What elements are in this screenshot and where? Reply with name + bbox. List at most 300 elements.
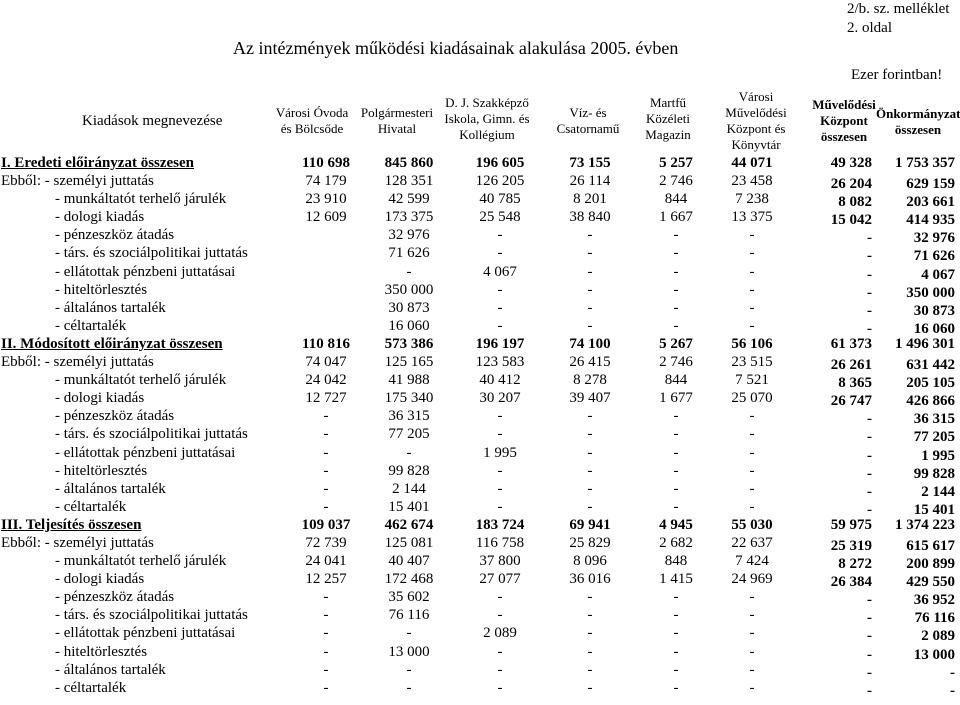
cell-col-6: 7 238 <box>735 191 769 208</box>
cell-col-2: 40 407 <box>388 553 430 570</box>
cell-col-4: - <box>587 317 593 334</box>
cell-col-2: 36 315 <box>388 408 430 425</box>
cell-col-5: - <box>673 661 679 678</box>
cell-col-8: 429 550 <box>906 574 955 591</box>
cell-col-4: - <box>587 498 593 515</box>
cell-col-2: 41 988 <box>388 372 430 389</box>
cell-col-6: - <box>749 625 755 642</box>
cell-col-1: - <box>323 589 329 606</box>
cell-col-5: - <box>673 426 679 443</box>
cell-col-8: 629 159 <box>906 176 955 193</box>
cell-col-7: - <box>867 302 872 319</box>
table-row <box>0 534 960 552</box>
cell-col-8: 30 873 <box>913 302 955 319</box>
cell-col-7: 8 082 <box>838 194 872 211</box>
table-row <box>0 226 960 247</box>
cell-col-6: 7 424 <box>735 553 769 570</box>
cell-col-1: - <box>323 426 329 443</box>
cell-col-8: 99 828 <box>913 465 955 482</box>
cell-col-8: 1 995 <box>921 447 955 464</box>
cell-col-5: 848 <box>664 553 688 570</box>
row-label: - céltartalék <box>55 679 127 696</box>
cell-col-4: - <box>587 480 593 497</box>
cell-col-2: 573 386 <box>384 335 434 352</box>
cell-col-8: 13 000 <box>913 646 955 663</box>
header-line: Martfű <box>649 95 687 110</box>
cell-col-4: - <box>587 245 593 262</box>
cell-col-2: 350 000 <box>384 281 434 298</box>
header-viz-csatornamu <box>548 105 628 137</box>
cell-col-1: - <box>323 607 329 624</box>
cell-col-1: 12 257 <box>305 571 347 588</box>
cell-col-3: - <box>497 498 503 515</box>
attachment-number: 2/b. sz. melléklet <box>847 1 950 17</box>
cell-col-2: 42 599 <box>388 191 430 208</box>
cell-col-2: - <box>406 444 412 461</box>
row-label: - pénzeszköz átadás <box>55 227 175 244</box>
cell-col-5: 2 746 <box>659 173 693 190</box>
row-label: - céltartalék <box>55 498 127 515</box>
cell-col-1: 74 047 <box>305 354 347 371</box>
cell-col-5: 1 677 <box>659 390 693 407</box>
cell-col-2: - <box>406 679 412 696</box>
row-label: - céltartalék <box>55 317 127 334</box>
row-label: I. Eredeti előirányzat összesen <box>1 155 195 171</box>
cell-col-6: - <box>749 661 755 678</box>
cell-col-5: - <box>673 408 679 425</box>
header-label: Kiadások megnevezése <box>82 113 223 129</box>
cell-col-1: 74 179 <box>305 173 347 190</box>
row-label: Ebből: - személyi juttatás <box>1 354 154 371</box>
cell-col-3: - <box>497 462 503 479</box>
table-row <box>0 570 960 591</box>
row-label: - ellátottak pénzbeni juttatásai <box>55 444 236 461</box>
cell-col-8: 205 105 <box>906 375 955 392</box>
header-martfu-magazin <box>628 95 708 143</box>
header-line: Víz- és <box>569 105 607 120</box>
cell-col-8: 76 116 <box>914 610 955 627</box>
cell-col-8: 36 952 <box>913 592 955 609</box>
cell-col-3: - <box>497 607 503 624</box>
cell-col-4: - <box>587 426 593 443</box>
cell-col-7: 15 042 <box>830 212 872 229</box>
cell-col-4: 8 096 <box>573 553 607 570</box>
cell-col-6: 55 030 <box>731 516 773 533</box>
row-label: - ellátottak pénzbeni juttatásai <box>55 625 236 642</box>
cell-col-5: - <box>673 480 679 497</box>
cell-col-5: - <box>673 462 679 479</box>
cell-col-4: - <box>587 444 593 461</box>
cell-col-7: 8 272 <box>838 556 872 573</box>
cell-col-1: - <box>323 444 329 461</box>
cell-col-5: 5 257 <box>659 155 693 171</box>
table-row <box>0 480 960 498</box>
cell-col-7: 59 975 <box>830 516 872 533</box>
header-line: összesen <box>894 122 942 137</box>
cell-col-5: 2 682 <box>659 534 693 551</box>
cell-col-3: - <box>497 661 503 678</box>
cell-col-2: 77 205 <box>388 426 430 443</box>
cell-col-4: 39 407 <box>569 390 611 407</box>
header-line: Központ <box>820 113 868 128</box>
header-line: Könyvtár <box>731 137 781 152</box>
cell-col-3: - <box>497 408 503 425</box>
cell-col-3: 196 197 <box>475 335 525 352</box>
cell-col-6: - <box>749 480 755 497</box>
row-label: II. Módosított előirányzat összesen <box>1 335 223 352</box>
table-row <box>0 462 960 480</box>
cell-col-2: 172 468 <box>384 571 434 588</box>
cell-col-7: - <box>867 320 872 337</box>
table-row <box>0 498 960 516</box>
table-row <box>0 299 960 317</box>
header-onkormanyzat-osszesen <box>876 106 960 138</box>
header-line: Kollégium <box>459 127 515 142</box>
cell-col-4: - <box>587 589 593 606</box>
cell-col-7: 26 747 <box>830 393 872 410</box>
cell-col-7: - <box>867 483 872 500</box>
cell-col-3: 37 800 <box>479 553 521 570</box>
cell-col-5: - <box>673 589 679 606</box>
header-line: Művelődési <box>725 105 787 120</box>
cell-col-3: - <box>497 679 503 696</box>
cell-col-6: - <box>749 498 755 515</box>
header-line: Központ és <box>726 121 786 136</box>
table-row <box>0 643 960 661</box>
cell-col-6: 44 071 <box>731 155 773 171</box>
cell-col-2: 71 626 <box>388 245 430 262</box>
cell-col-6: - <box>749 299 755 316</box>
cell-col-5: - <box>673 281 679 298</box>
header-line: Közéleti <box>645 111 691 126</box>
section-row <box>0 335 960 353</box>
header-line: Magazin <box>645 127 691 142</box>
cell-col-3: - <box>497 480 503 497</box>
row-label: - dologi kiadás <box>55 571 145 588</box>
cell-col-4: - <box>587 679 593 696</box>
cell-col-3: - <box>497 281 503 298</box>
cell-col-4: 26 415 <box>569 354 611 371</box>
row-label: Ebből: - személyi juttatás <box>1 534 154 551</box>
cell-col-1: - <box>323 625 329 642</box>
cell-col-7: 26 384 <box>830 574 872 591</box>
cell-col-2: - <box>406 263 412 280</box>
cell-col-2: 15 401 <box>388 498 430 515</box>
cell-col-4: 25 829 <box>569 534 611 551</box>
cell-col-1: - <box>323 480 329 497</box>
cell-col-2: 125 165 <box>384 354 434 371</box>
cell-col-6: - <box>749 245 755 262</box>
cell-col-4: - <box>587 299 593 316</box>
cell-col-3: - <box>497 589 503 606</box>
table-row <box>0 389 960 410</box>
cell-col-8: 16 060 <box>913 320 955 337</box>
cell-col-1: 23 910 <box>305 191 347 208</box>
cell-col-6: 23 458 <box>731 173 773 190</box>
cell-col-2: 13 000 <box>388 643 430 660</box>
table-row <box>0 624 960 645</box>
cell-col-6: - <box>749 607 755 624</box>
row-label: III. Teljesítés összesen <box>1 516 142 533</box>
cell-col-3: 126 205 <box>475 173 525 190</box>
cell-col-7: - <box>867 248 872 265</box>
cell-col-5: - <box>673 317 679 334</box>
cell-col-1: - <box>323 462 329 479</box>
table-row <box>0 244 960 265</box>
table-row <box>0 317 960 335</box>
row-label: - pénzeszköz átadás <box>55 589 175 606</box>
row-label: - dologi kiadás <box>55 209 145 226</box>
row-label: - munkáltatót terhelő járulék <box>55 553 227 570</box>
cell-col-7: - <box>867 682 872 699</box>
header-line: és Bölcsőde <box>280 121 344 136</box>
table-row <box>0 606 960 627</box>
cell-col-6: 24 969 <box>731 571 773 588</box>
header-szakkepzo-iskola <box>438 95 536 143</box>
cell-col-1: 24 041 <box>305 553 347 570</box>
cell-col-8: 631 442 <box>906 357 955 374</box>
table-row <box>0 679 960 697</box>
cell-col-6: 7 521 <box>735 372 769 389</box>
cell-col-7: - <box>867 592 872 609</box>
document-title: Az intézmények működési kiadásainak alakulása 2005. évben <box>233 38 679 58</box>
cell-col-5: 5 267 <box>659 335 693 352</box>
row-label: - dologi kiadás <box>55 390 145 407</box>
cell-col-6: - <box>749 589 755 606</box>
row-label: - pénzeszköz átadás <box>55 408 175 425</box>
cell-col-3: - <box>497 299 503 316</box>
cell-col-2: 125 081 <box>384 534 434 551</box>
cell-col-8: 1 374 223 <box>895 516 955 533</box>
table-row <box>0 353 960 374</box>
row-label: - általános tartalék <box>55 480 166 497</box>
cell-col-1: 24 042 <box>305 372 347 389</box>
cell-col-7: - <box>867 411 872 428</box>
cell-col-7: - <box>867 628 872 645</box>
cell-col-3: - <box>497 227 503 244</box>
cell-col-1: 12 727 <box>305 390 347 407</box>
cell-col-7: 49 328 <box>830 155 872 171</box>
cell-col-3: 40 412 <box>479 372 521 389</box>
header-line: Iskola, Gimn. és <box>444 111 530 126</box>
cell-col-8: 1 496 301 <box>895 335 955 352</box>
cell-col-7: - <box>867 230 872 247</box>
cell-col-6: 25 070 <box>731 390 773 407</box>
header-polgarmesteri-hivatal <box>352 105 442 137</box>
cell-col-6: - <box>749 462 755 479</box>
cell-col-2: 30 873 <box>388 299 430 316</box>
header-line: Művelődési <box>812 97 876 112</box>
cell-col-7: 8 365 <box>838 375 872 392</box>
cell-col-8: - <box>950 664 955 681</box>
cell-col-1: - <box>323 408 329 425</box>
cell-col-8: 32 976 <box>913 230 955 247</box>
row-label: - ellátottak pénzbeni juttatásai <box>55 263 236 280</box>
header-muvelodesi-kozpont-osszesen <box>808 97 880 145</box>
cell-col-6: 22 637 <box>731 534 773 551</box>
cell-col-3: 116 758 <box>475 534 525 551</box>
cell-col-5: - <box>673 263 679 280</box>
cell-col-7: 26 204 <box>830 176 872 193</box>
cell-col-2: 173 375 <box>384 209 434 226</box>
cell-col-1: - <box>323 661 329 678</box>
cell-col-6: - <box>749 444 755 461</box>
cell-col-4: - <box>587 408 593 425</box>
row-label: - általános tartalék <box>55 299 166 316</box>
cell-col-3: - <box>497 317 503 334</box>
cell-col-5: - <box>673 679 679 696</box>
cell-col-4: - <box>587 462 593 479</box>
cell-col-2: 16 060 <box>388 317 430 334</box>
row-label: - hiteltörlesztés <box>55 281 148 298</box>
cell-col-2: 2 144 <box>392 480 426 497</box>
header-line: összesen <box>820 129 868 144</box>
cell-col-7: - <box>867 447 872 464</box>
header-line: Városi Óvoda <box>275 105 349 120</box>
cell-col-8: 203 661 <box>906 194 955 211</box>
cell-col-3: 4 067 <box>483 263 517 280</box>
table-row <box>0 661 960 679</box>
table-row <box>0 190 960 211</box>
cell-col-4: - <box>587 643 593 660</box>
cell-col-5: - <box>673 607 679 624</box>
cell-col-6: - <box>749 426 755 443</box>
cell-col-1: - <box>323 679 329 696</box>
cell-col-8: 2 144 <box>921 483 955 500</box>
table-row <box>0 444 960 462</box>
cell-col-2: 32 976 <box>388 227 430 244</box>
cell-col-1: 110 698 <box>302 155 350 171</box>
cell-col-5: 2 746 <box>659 354 693 371</box>
cell-col-4: 69 941 <box>569 516 611 533</box>
cell-col-1: - <box>323 643 329 660</box>
cell-col-7: 26 261 <box>830 357 872 374</box>
cell-col-3: 183 724 <box>475 516 525 533</box>
page-number: 2. oldal <box>847 20 892 36</box>
cell-col-4: 8 201 <box>573 191 607 208</box>
cell-col-7: - <box>867 284 872 301</box>
cell-col-8: 615 617 <box>906 537 955 554</box>
cell-col-5: - <box>673 245 679 262</box>
cell-col-2: 99 828 <box>388 462 430 479</box>
cell-col-1: 12 609 <box>305 209 347 226</box>
cell-col-6: - <box>749 263 755 280</box>
cell-col-5: 1 415 <box>659 571 693 588</box>
cell-col-4: 73 155 <box>569 155 611 171</box>
cell-col-8: 350 000 <box>906 284 955 301</box>
cell-col-8: 71 626 <box>913 248 955 265</box>
cell-col-1: 110 816 <box>302 335 350 352</box>
header-line: Hivatal <box>377 121 417 136</box>
cell-col-3: 40 785 <box>479 191 521 208</box>
cell-col-4: - <box>587 281 593 298</box>
table-row <box>0 552 960 573</box>
row-label: - társ. és szociálpolitikai juttatás <box>55 426 248 443</box>
cell-col-2: 175 340 <box>384 390 434 407</box>
cell-col-5: - <box>673 643 679 660</box>
table-row <box>0 425 960 446</box>
cell-col-7: - <box>867 501 872 518</box>
cell-col-2: 845 860 <box>384 155 434 171</box>
cell-col-7: - <box>867 465 872 482</box>
cell-col-4: - <box>587 263 593 280</box>
header-line: Önkormányzat <box>876 106 960 121</box>
cell-col-2: - <box>406 661 412 678</box>
header-line: Csatornamű <box>556 121 620 136</box>
cell-col-5: - <box>673 625 679 642</box>
table-row <box>0 281 960 299</box>
row-label: - általános tartalék <box>55 661 166 678</box>
cell-col-6: - <box>749 317 755 334</box>
cell-col-5: 844 <box>664 191 688 208</box>
cell-col-1: 109 037 <box>301 516 351 533</box>
cell-col-6: - <box>749 281 755 298</box>
cell-col-4: 74 100 <box>569 335 611 352</box>
cell-col-5: - <box>673 444 679 461</box>
cell-col-2: - <box>406 625 412 642</box>
expenditure-table <box>0 154 960 697</box>
cell-col-8: 77 205 <box>913 429 955 446</box>
cell-col-5: 844 <box>664 372 688 389</box>
cell-col-6: - <box>749 679 755 696</box>
cell-col-7: 25 319 <box>830 537 872 554</box>
cell-col-7: 61 373 <box>830 335 872 352</box>
cell-col-4: 38 840 <box>569 209 611 226</box>
cell-col-3: - <box>497 426 503 443</box>
cell-col-8: 36 315 <box>913 411 955 428</box>
cell-col-3: 123 583 <box>475 354 525 371</box>
cell-col-3: 2 089 <box>483 625 517 642</box>
cell-col-3: 25 548 <box>479 209 521 226</box>
cell-col-4: - <box>587 661 593 678</box>
cell-col-4: - <box>587 625 593 642</box>
cell-col-8: - <box>950 682 955 699</box>
cell-col-3: 196 605 <box>475 155 525 171</box>
row-label: - társ. és szociálpolitikai juttatás <box>55 607 248 624</box>
header-line: Városi <box>738 89 774 104</box>
cell-col-4: 26 114 <box>569 173 611 190</box>
cell-col-2: 35 602 <box>388 589 430 606</box>
cell-col-4: 8 278 <box>573 372 607 389</box>
cell-col-3: 1 995 <box>483 444 517 461</box>
cell-col-5: - <box>673 227 679 244</box>
unit-note: Ezer forintban! <box>851 67 943 83</box>
cell-col-6: 23 515 <box>731 354 773 371</box>
row-label: - társ. és szociálpolitikai juttatás <box>55 245 248 262</box>
table-row <box>0 263 960 281</box>
cell-col-4: - <box>587 227 593 244</box>
row-label: - munkáltatót terhelő járulék <box>55 191 227 208</box>
cell-col-4: - <box>587 607 593 624</box>
cell-col-7: - <box>867 664 872 681</box>
section-row <box>0 154 960 172</box>
table-row <box>0 407 960 428</box>
cell-col-8: 426 866 <box>906 393 955 410</box>
cell-col-5: - <box>673 299 679 316</box>
cell-col-5: 4 945 <box>659 516 693 533</box>
cell-col-7: - <box>867 429 872 446</box>
cell-col-5: - <box>673 498 679 515</box>
cell-col-8: 2 089 <box>921 628 955 645</box>
cell-col-7: - <box>867 610 872 627</box>
cell-col-3: - <box>497 643 503 660</box>
cell-col-7: - <box>867 646 872 663</box>
cell-col-1: 72 739 <box>305 534 347 551</box>
cell-col-2: 76 116 <box>388 607 430 624</box>
table-row <box>0 208 960 229</box>
row-label: Ebből: - személyi juttatás <box>1 173 154 190</box>
cell-col-1: - <box>323 498 329 515</box>
